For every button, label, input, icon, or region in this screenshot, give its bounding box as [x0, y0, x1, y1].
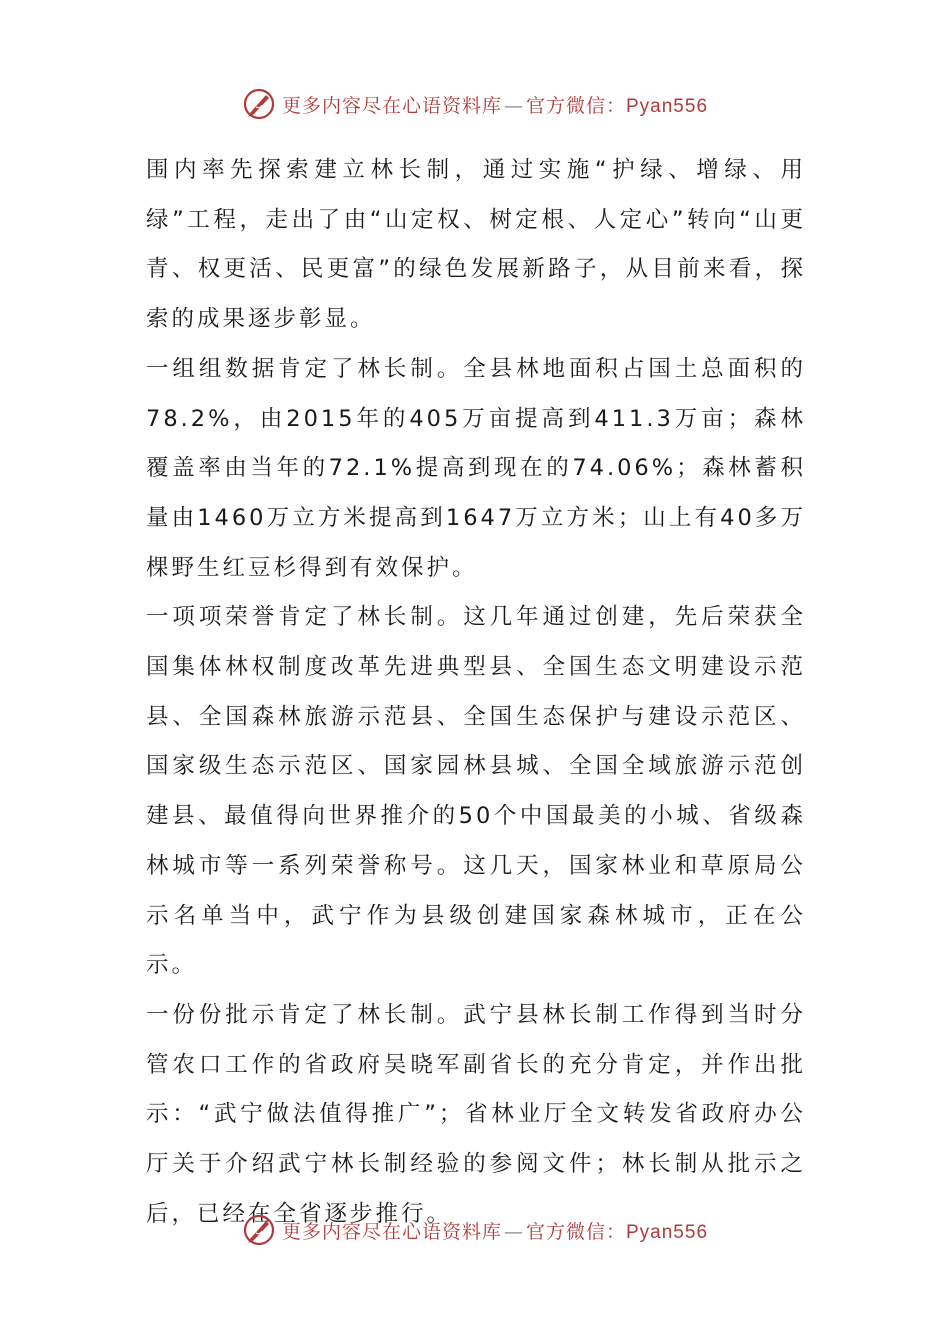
quill-pen-logo-icon: [242, 1213, 276, 1247]
header-watermark-text: [282, 91, 708, 118]
footer-watermark-text: [282, 1217, 708, 1244]
quill-pen-logo-icon: [242, 87, 276, 121]
header-watermark-banner: [0, 82, 950, 126]
header-watermark-main: 更多内容尽在心语资料库: [281, 94, 502, 117]
footer-watermark-banner: [0, 1208, 950, 1252]
header-watermark-contact: 官方微信：Pyan556: [526, 95, 709, 117]
paragraph-data: 一组组数据肯定了林长制。全县林地面积占国土总面积的78.2%，由2015年的405万亩提高到411.3万亩；森林覆盖率由当年的72.1%提高到现在的74.06%；森林蓄积量由1460万立方米提高到1647万立方米；山上有40多万棵野生红豆杉得到有效保护。: [146, 355, 806, 581]
paragraph-instructions: 一份份批示肯定了林长制。武宁县林长制工作得到当时分管农口工作的省政府吴晓军副省长的充分肯定，并作出批示：“武宁做法值得推广”；省林业厅全文转发省政府办公厅关于介绍武宁林长制经验的参阅文件；林长制从批示之后，已经在全省逐步推行。: [146, 1001, 806, 1227]
document-body: [146, 146, 806, 1239]
header-watermark-separator: —: [504, 94, 524, 117]
footer-watermark-separator: —: [504, 1220, 524, 1243]
paragraph-honors: 一项项荣誉肯定了林长制。这几年通过创建，先后荣获全国集体林权制度改革先进典型县、全国生态文明建设示范县、全国森林旅游示范县、全国生态保护与建设示范区、国家级生态示范区、国家园林县城、全国全域旅游示范创建县、最值得向世界推介的50个中国最美的小城、省级森林城市等一系列荣誉称号。这几天，国家林业和草原局公示名单当中，武宁作为县级创建国家森林城市，正在公示。: [146, 604, 806, 979]
footer-watermark-contact: 官方微信：Pyan556: [526, 1221, 709, 1243]
footer-watermark-main: 更多内容尽在心语资料库: [281, 1220, 502, 1243]
paragraph-intro: 围内率先探索建立林长制，通过实施“护绿、增绿、用绿”工程，走出了由“山定权、树定根、人定心”转向“山更青、权更活、民更富”的绿色发展新路子，从目前来看，探索的成果逐步彰显。: [146, 157, 806, 333]
